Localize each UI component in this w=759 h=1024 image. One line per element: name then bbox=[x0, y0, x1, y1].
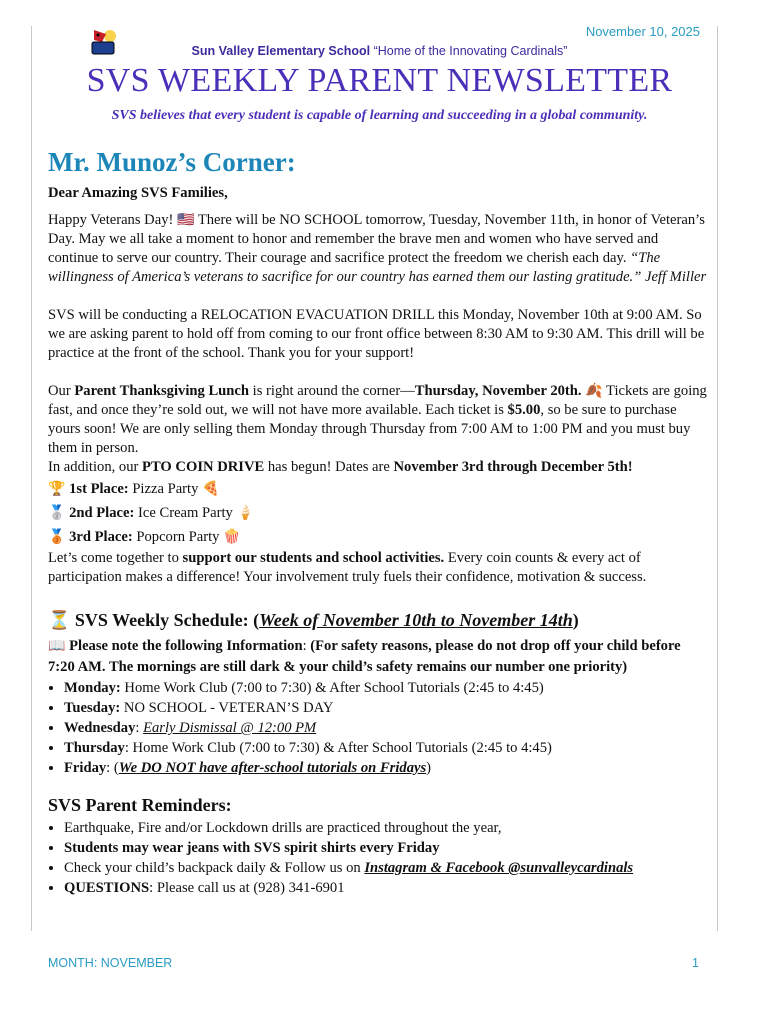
schedule-item-friday: • Friday: (We DO NOT have after-school tutorials on Fridays) bbox=[64, 758, 708, 778]
page-border-left bbox=[31, 26, 32, 931]
newsletter-title: SVS WEEKLY PARENT NEWSLETTER bbox=[86, 62, 673, 99]
ice-cream-icon: 🍦 bbox=[236, 505, 254, 521]
corner-heading: Mr. Munoz’s Corner: bbox=[48, 147, 296, 177]
coin-drive-paragraph: In addition, our PTO COIN DRIVE has begun! Dates are November 3rd through December 5th! bbox=[48, 459, 633, 475]
reminder-item: • QUESTIONS: Please call us at (928) 341-6901 bbox=[64, 878, 708, 898]
veterans-paragraph: Happy Veterans Day! 🇺🇸 There will be NO SCHOOL tomorrow, Tuesday, November 11th, in honor of Veteran’s Day. May we all take a moment to honor and remember the brave men and women who have served and continue to serve our country. Their courage and sacrifice protect the freedom we cherish each day. “The willingness of America’s veterans to sacrifice for our country has earned them our lasting gratitude.” Jeff Miller bbox=[48, 212, 707, 285]
trophy-icon: 🏆 bbox=[48, 481, 66, 497]
page-number: 1 bbox=[692, 956, 699, 970]
leaf-icon: 🍂 bbox=[585, 383, 603, 399]
footer-month: MONTH: NOVEMBER bbox=[48, 956, 173, 970]
week-range: Week of November 10th to November 14th bbox=[259, 610, 573, 630]
schedule-item-thursday: • Thursday: Home Work Club (7:00 to 7:30) & After School Tutorials (2:45 to 4:45) bbox=[64, 738, 708, 758]
reminders-heading: SVS Parent Reminders: bbox=[48, 795, 232, 815]
book-icon: 📖 bbox=[48, 638, 66, 654]
support-paragraph: Let’s come together to support our students and school activities. Every coin counts & every act of participation makes a difference! Your involvement truly fuels their confidence, motivation & success. bbox=[48, 550, 647, 585]
prize-item: 🥈 2nd Place: Ice Cream Party 🍦 bbox=[48, 505, 254, 521]
thanksgiving-paragraph: Our Parent Thanksgiving Lunch is right around the corner—Thursday, November 20th. 🍂 Tickets are going fast, and once they’re sold out, we will not have more available. Each ticket is $5.00, so be sure to purchase yours soon! We are only selling them Monday through Thursday from 7:00 AM to 1:00 PM and you must buy them in person. bbox=[48, 383, 707, 456]
school-motto: SVS believes that every student is capable of learning and succeeding in a global community. bbox=[111, 108, 648, 123]
prize-item: 🏆 1st Place: Pizza Party 🍕 bbox=[48, 481, 220, 497]
pizza-icon: 🍕 bbox=[202, 481, 220, 497]
schedule-item-tuesday: • Tuesday: NO SCHOOL - VETERAN’S DAY bbox=[64, 698, 708, 718]
page-border-right bbox=[717, 26, 718, 931]
greeting: Dear Amazing SVS Families, bbox=[48, 185, 228, 201]
us-flag-icon: 🇺🇸 bbox=[177, 212, 195, 228]
school-tagline: “Home of the Innovating Cardinals” bbox=[373, 44, 568, 58]
silver-medal-icon: 🥈 bbox=[48, 505, 66, 521]
reminders-list bbox=[48, 818, 708, 898]
newsletter-body bbox=[48, 144, 708, 898]
prize-list bbox=[48, 477, 708, 549]
schedule-item-monday: • Monday: Home Work Club (7:00 to 7:30) & After School Tutorials (2:45 to 4:45) bbox=[64, 678, 708, 698]
bronze-medal-icon: 🥉 bbox=[48, 529, 66, 545]
safety-note: 📖 Please note the following Information: (For safety reasons, please do not drop off your child before 7:20 AM. The mornings are still dark & your child’s safety remains our number one priority) bbox=[48, 638, 681, 675]
school-name: Sun Valley Elementary School bbox=[191, 44, 371, 58]
hourglass-icon: ⏳ bbox=[48, 610, 71, 631]
school-line bbox=[0, 44, 759, 58]
reminder-item: • Students may wear jeans with SVS spirit shirts every Friday bbox=[64, 838, 708, 858]
schedule-list bbox=[48, 678, 708, 778]
schedule-heading: ⏳ SVS Weekly Schedule: (Week of November 10th to November 14th) bbox=[48, 610, 579, 631]
popcorn-icon: 🍿 bbox=[223, 529, 241, 545]
social-media-link[interactable]: Instagram & Facebook @sunvalleycardinals bbox=[364, 860, 634, 876]
prize-item: 🥉 3rd Place: Popcorn Party 🍿 bbox=[48, 529, 241, 545]
schedule-item-wednesday: • Wednesday: Early Dismissal @ 12:00 PM bbox=[64, 718, 708, 738]
reminder-item: • Earthquake, Fire and/or Lockdown drills are practiced throughout the year, bbox=[64, 818, 708, 838]
newsletter-date: November 10, 2025 bbox=[585, 24, 700, 39]
drill-paragraph: SVS will be conducting a RELOCATION EVACUATION DRILL this Monday, November 10th at 9:00 AM. So we are asking parent to hold off from coming to our front office between 8:30 AM to 9:30 AM. This drill will be practice at the front of the school. Thank you for your support! bbox=[48, 307, 705, 361]
reminder-item: • Check your child’s backpack daily & Follow us on Instagram & Facebook @sunvalleycardinals bbox=[64, 858, 708, 878]
